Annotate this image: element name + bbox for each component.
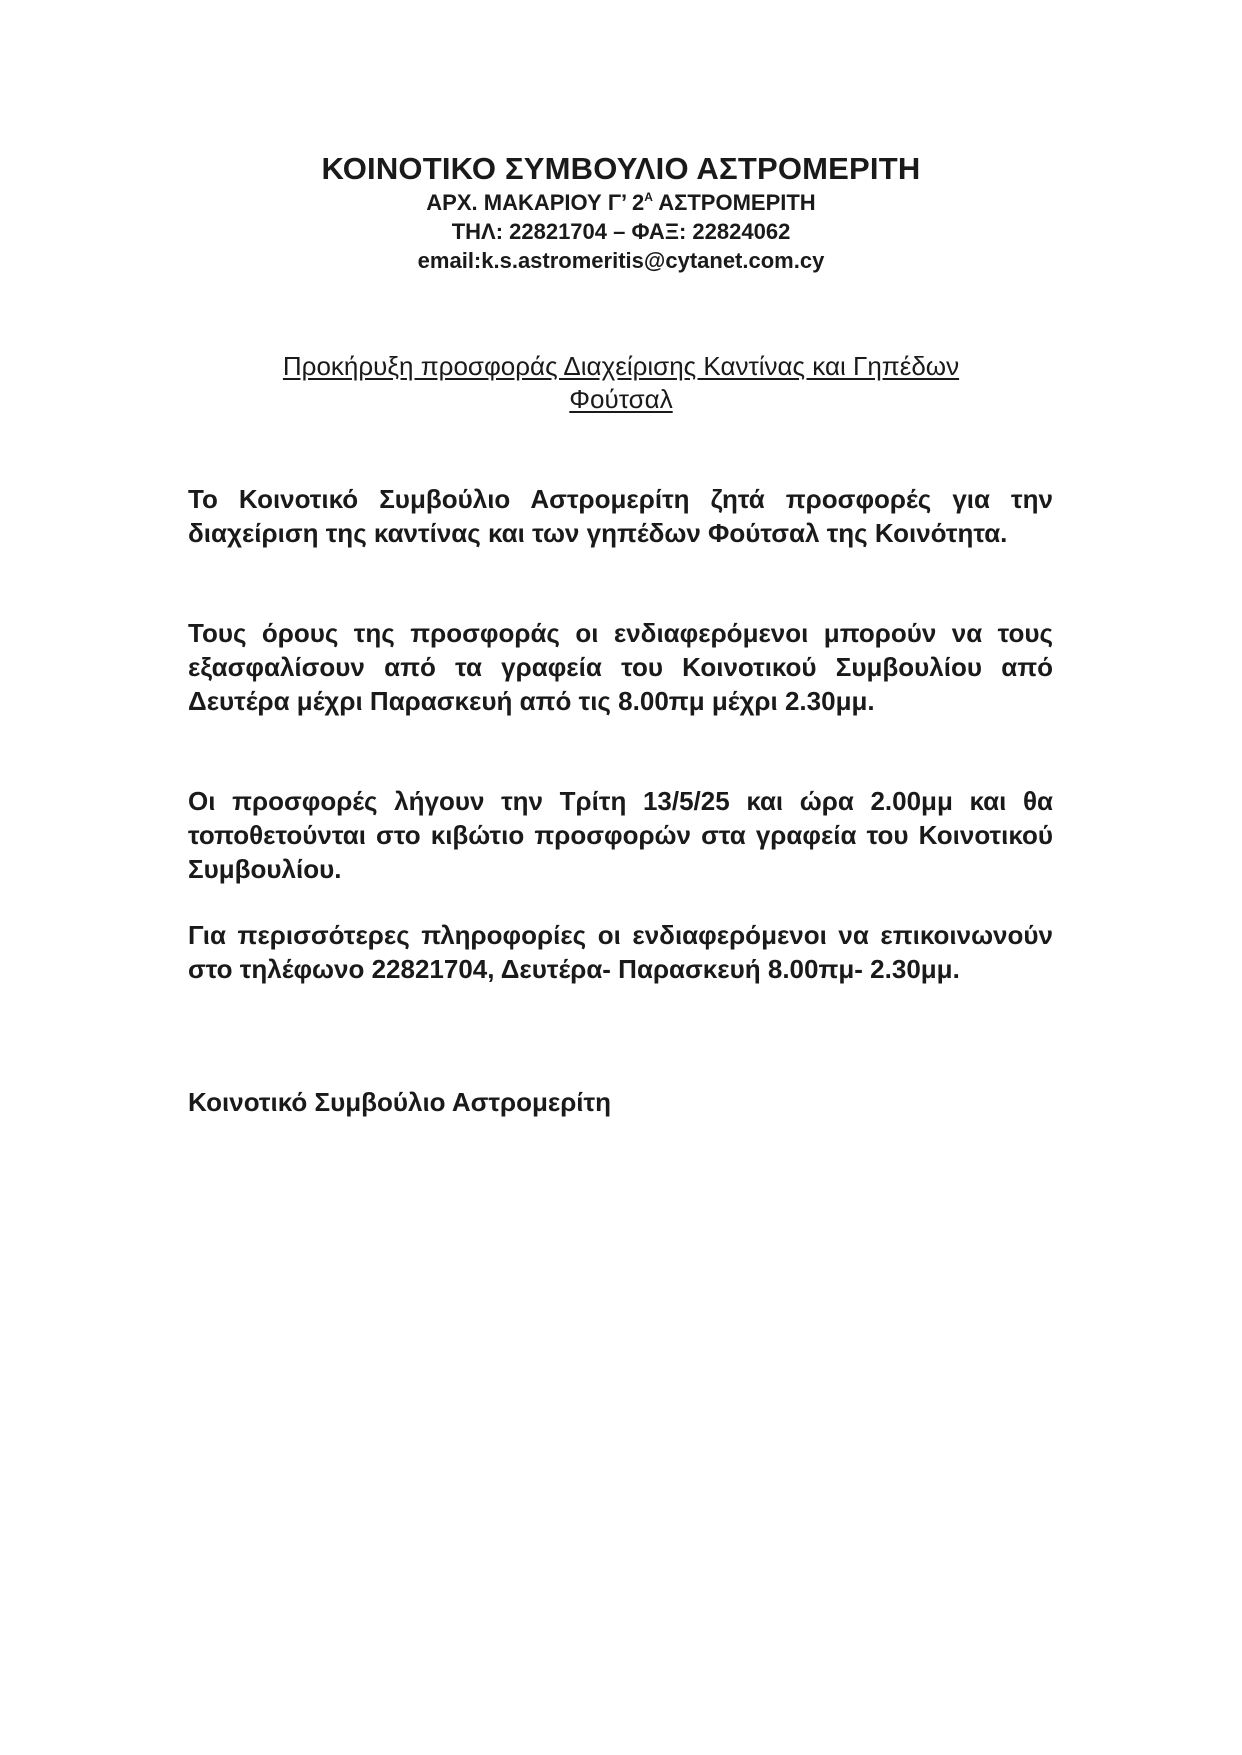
address-superscript: Α	[644, 190, 653, 204]
organization-name: ΚΟΙΝΟΤΙΚΟ ΣΥΜΒΟΥΛΙΟ ΑΣΤΡΟΜΕΡΙΤΗ	[321, 151, 921, 186]
email-line: email:k.s.astromeritis@cytanet.com.cy	[417, 248, 825, 273]
announcement-title	[0, 350, 1242, 416]
paragraph-text: Οι προσφορές λήγουν την Τρίτη 13/5/25 και ώρα 2.00μμ και θα τοποθετούνται στο κιβώτιο προσφορών στα γραφεία του Κοινοτικού Συμβουλίου.	[188, 786, 1053, 884]
paragraph-text: Για περισσότερες πληροφορίες οι ενδιαφερόμενοι να επικοινωνούν στο τηλέφωνο 22821704, Δευτέρα- Παρασκευή 8.00πμ- 2.30μμ.	[188, 920, 1053, 984]
body-paragraph-4	[188, 918, 1053, 986]
phone-fax-line: ΤΗΛ: 22821704 – ΦΑΞ: 22824062	[451, 219, 791, 244]
body-paragraph-2	[188, 616, 1053, 718]
signature: Κοινοτικό Συμβούλιο Αστρομερίτη	[188, 1087, 611, 1117]
title-line-2: Φούτσαλ	[569, 384, 673, 414]
title-line-1: Προκήρυξη προσφοράς Διαχείρισης Καντίνας και Γηπέδων	[282, 351, 960, 381]
address-prefix: ΑΡΧ. ΜΑΚΑΡΙΟΥ Γ’ 2	[426, 190, 645, 215]
paragraph-text: Τους όρους της προσφοράς οι ενδιαφερόμενοι μπορούν να τους εξασφαλίσουν από τα γραφεία του Κοινοτικού Συμβουλίου από Δευτέρα μέχρι Παρασκευή από τις 8.00πμ μέχρι 2.30μμ.	[188, 618, 1053, 716]
body-paragraph-3	[188, 784, 1053, 886]
paragraph-text: Το Κοινοτικό Συμβούλιο Αστρομερίτη ζητά προσφορές για την διαχείριση της καντίνας και των γηπέδων Φούτσαλ της Κοινότητα.	[188, 484, 1053, 548]
letterhead	[0, 150, 1242, 275]
address-line	[0, 188, 1242, 217]
body-paragraph-1	[188, 482, 1053, 550]
address-suffix: ΑΣΤΡΟΜΕΡΙΤΗ	[652, 190, 816, 215]
